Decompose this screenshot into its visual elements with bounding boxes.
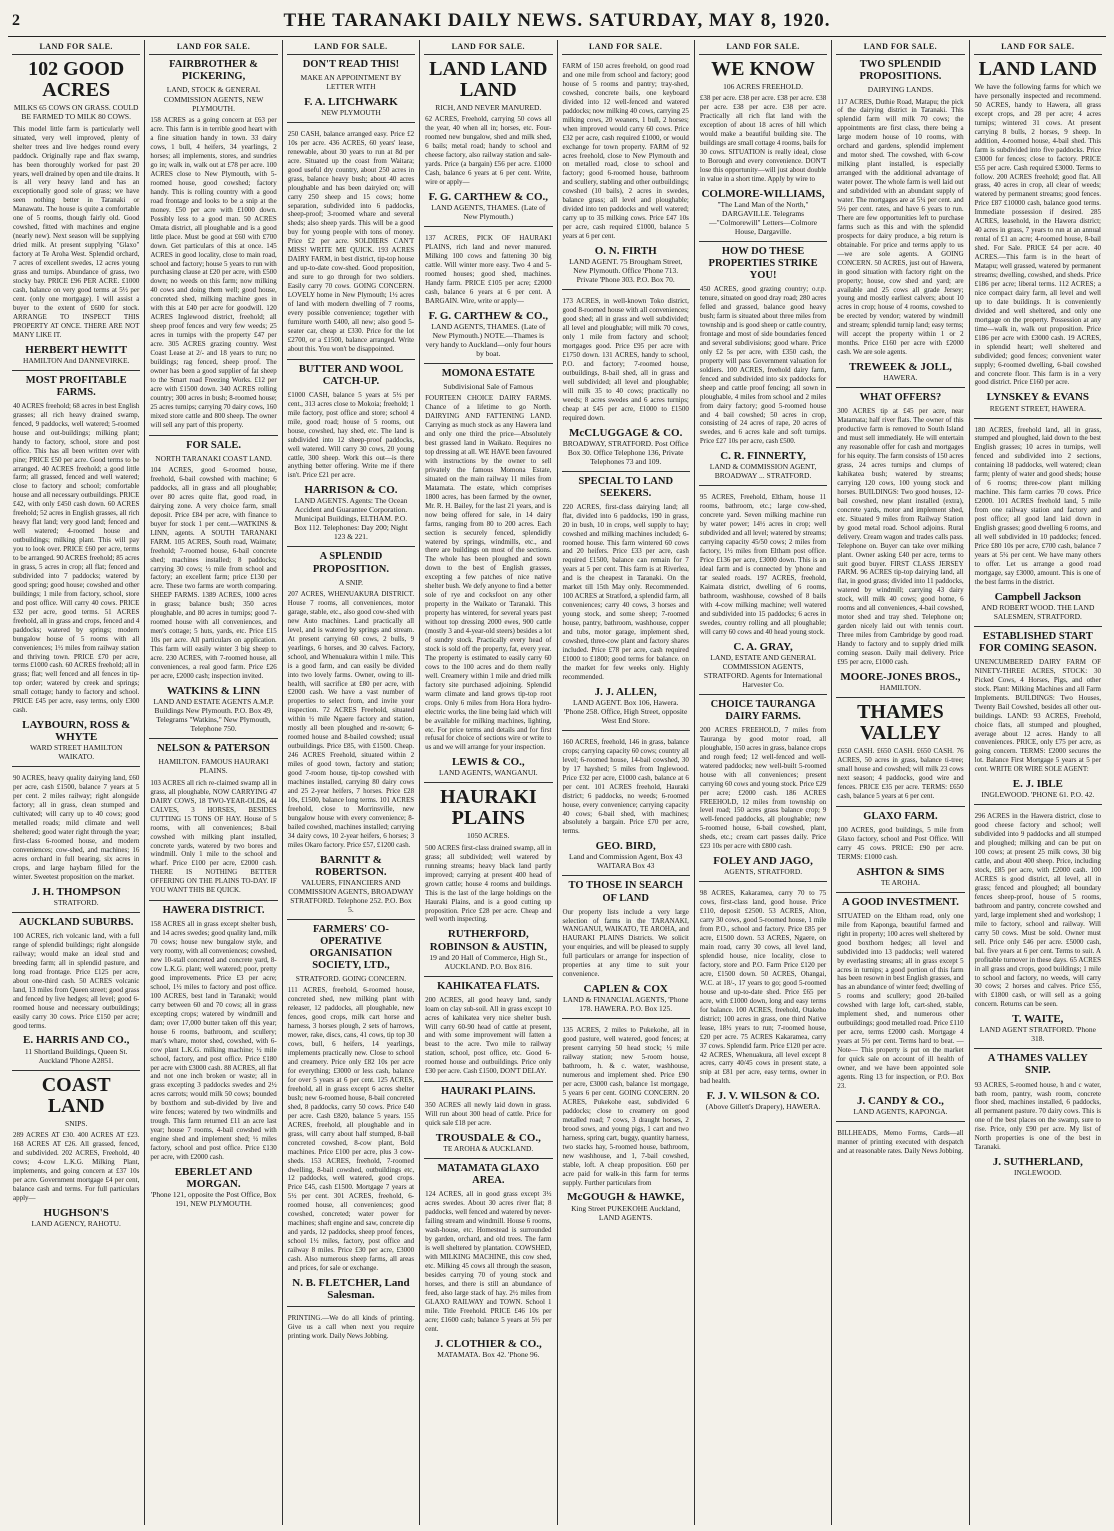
ad-body: 500 ACRES first-class drained swamp, all in grass; all subdivided; well watered by running streams; heavy black land partly improved; carrying at present 400 head of grown cattle; house 4 rooms and buildings. This is the last of the large holdings on the Hauraki Plains, and is a good cutting up proposition. Price £28 per acre. Cheap and well worth inspecting. <box>425 843 552 924</box>
ad-agent-name: Campbell Jackson <box>994 590 1082 603</box>
ad-subhead: NORTH TARANAKI COAST LAND. <box>155 453 272 463</box>
ad-agent-name: J. CLOTHIER & CO., <box>434 1337 542 1350</box>
ad-agent-name: TROUSDALE & CO., <box>435 1132 541 1145</box>
ad-subhead: Subdivisional Sale of Famous <box>443 381 534 391</box>
ad-body: £650 CASH. £650 CASH. £650 CASH. 76 ACRES, 50 acres in grass, balance ti-tree; small house and cowshed; will milk 23 cows next season; 4 paddocks, good wire and fences. PRICE £35 per acre. TERMS: £650 cash, balance 5 years at 6 per cent. <box>837 747 964 800</box>
ad-agent-details: (Above Gillett's Drapery), HAWERA. <box>705 1102 821 1112</box>
column-2 <box>145 40 282 1525</box>
classified-ad <box>836 388 964 698</box>
ad-body: 90 ACRES, heavy quality dairying land, £60 per acre, cash £1500, balance 7 years at 5 per cent. 2 miles railway; right alongside factory; all in grass, clean stumped and cultivated; will carry up to 40 cows; good metalled roads; mild climate and well sheltered; good water right through the year; first-class 6-roomed house, and modern conveniences; cow-shed, and machines; 16 acres orchard in full bearing, six acres in crops, and large haybarn filled for the winter. Sweetest proposition on the market. <box>13 774 140 881</box>
ad-body: 250 CASH, balance arranged easy. Price £2 10s per acre. 436 ACRES, 60 years' lease, renewable, about 30 years to run at 8d per acre. Situated up the coast from Waitara; good useful dry country, about 250 acres in grass, balance heavy bush; about 40 acres ploughable and has been dairyied on; will carry 250 sheep and 15 cows; home separation, subdivided into 6 paddocks, sheep-proof; 3-roomed whare and several sheds; also sheep yards. This will be a good buy for young people with tons of money. Price £2 per acre. SOLDIERS CAN'T MISS! WRITE ME QUICK. 193 ACRES DAIRY FARM, in best district, tip-top house and up-to-date cow-shed. Good proposition, and sure to go through for two soldiers. Easily carry 70 cows. GOING CONCERN. LOVELY home in New Plymouth; 1½ acres of land with modern dwelling of 7 rooms, every possible convenience; together with furniture worth £400, all new; also good 5-seater car, cheap at £330. Price for the lot £2700, or a £1500, balance arranged. Write about this. You won't be disappointed. <box>287 129 415 353</box>
column-heading: LAND FOR SALE. <box>699 40 827 55</box>
classified-ad <box>12 1071 140 1233</box>
column-heading: LAND FOR SALE. <box>562 40 690 55</box>
ad-headline: 102 GOOD ACRES <box>28 58 125 101</box>
ad-body: 117 ACRES, Duthie Road, Matapu; the pick of the dairying district in Taranaki. This splendid farm will milk 70 cows; the appointments are first class, there being a large modern house of 10 rooms, with orchard and gardens, splendid implement and motor shed. The cowshed, with 6-cow milking plant installed, is especially arranged with the additional advantage of water power. The whole farm is well laid out and subdivided with an abundant supply of water. The mortgages are at 5¼ per cent. and 5½ per cent. rates, and have 6 years to run. There are few opportunities left to purchase farms such as this and with the splendid prospects for dairy produce, a big return is obtainable. For price and terms apply to us—we are sole agents. A GOING CONCERN. 50 ACRES, just out of Hawera, in good situation with factory right on the property; house, cow shed and yard; are available and 25 cows all grade Jersey; young and mostly earliest calvers; about 10 acres in crop; house of 4 rooms, cowshed to be erected by vendor; watered by windmill and stream; splendid turnip land; easy terms; will accept the property within 1 or 2 months. Price £160 per acre with £2000 cash. We are sole agents. <box>837 97 964 357</box>
ad-body: 300 ACRES tip at £45 per acre, near Matamata; half river flats. The owner of this productive farm is removed to South Island and must sell immediately. He will entertain any reasonable offer for cash and mortgages for his equity. The farm consists of 150 acres grass, 24 acres turnips and clumps of kahikatea bush; watered by streams; carrying 120 cows, 100 young stock and horses. BUILDINGS: Two good houses, 12-bail cowshed, new plant installed (extra), concrete yards, motor and implement shed, etc. Situated 9 miles from Railway Station by good metal road. School adjoins. Rural delivery. Cream wagon and trades calls pass. Telephone on. Buyer can take over milking plant. Owner asking £40 per acre, terms to suit good buyer. FIRST CLASS JERSEY FARM. 96 ACRES tip-top dairying land, all flat, in good grass; divided into 11 paddocks, watered by windmill; carrying 43 dairy stock, will milk 40 cows; good home, 6 rooms and all conveniences, 4-bail cowshed, motor shed and tray shed. Telephone on; garden nicely laid out with tennis court. Three miles from Cambridge by good road. Handy to factory and to supply dried milk coming season. Daily mail delivery. Price £95 per acre, £1000 cash. <box>837 407 964 666</box>
classified-ad <box>424 55 552 227</box>
columns-container <box>8 40 1106 1525</box>
ad-headline: FOR SALE. <box>186 439 241 451</box>
classified-ad <box>424 783 552 976</box>
classified-ad <box>149 901 277 1213</box>
ad-body: 200 ACRES, all good heavy land, sandy loam on clay sub-soil. All in grass except 10 acres of kahikatea very nice shelter bush. Will carry 60-90 head of cattle at present, and with some improvement will fatten a beast to the acre. Two mile to railway station, school, post office, etc. Good 6-roomed house and outbuildings. Price only £30 per acre. Cash £1500, DON'T DELAY. <box>425 995 552 1076</box>
ad-body: SITUATED on the Eltham road, only one mile from Kaponga, beautiful farmed and right in property; 100 acres well sheltered by good boxthorn hedges; all level and subdivided into 13 paddocks; well watered by everlasting streams; all in grass except 5 acres in turnips; a good portion of this farm has been resown in best English grasses, and has an abundance of winter feed; dwelling of 5 rooms and scullery; good 20-bailed cowshed with large loft, cart-shed, stable, implement shed, and numerous other outbuildings; good metalled road. Price £110 per acre, terms £2000 cash. Mortgage 4 years at 5½ per cent. Terms hard to beat. —Note— This property is put on the market for quick sale on account of ill health of owner, and we have been appointed sole agents. Ring 13 for inspection, or P.O. Box 23. <box>837 911 964 1090</box>
classified-ad <box>836 807 964 893</box>
classified-ad <box>12 913 140 1071</box>
ad-body: 450 ACRES, good grazing country; o.r.p. tenure, situated on good dray road; 280 acres felled and grassed, balance good heavy bush; farm is situated about three miles from township and is good sheep or cattle country, frontage and most of side boundaries fenced and several subdivisions; good whare. Price only £2 5s per acre, with £350 cash, the property will pass Government valuation for soldiers. 100 ACRES, freehold dairy farm, fenced and subdivided into six paddocks for sheep and cattle proof fencing; all sown in ploughable, 4 miles from school and 2 miles from dairy factory; good 5-roomed house and 4 bail cowshed; 50 acres in crop, consisting of 24 acres of rape, 20 acres of swedes, and 6 acres kale and soft turnips. Price £27 10s per acre, cash £500. <box>699 285 827 446</box>
ad-headline: BUTTER AND WOOL CATCH-UP. <box>298 363 404 387</box>
ad-headline: A GOOD INVESTMENT. <box>842 896 959 908</box>
ad-body: 103 ACRES all rich re-claimed swamp all in grass, all ploughable, NOW CARRYING 47 DAIRY COWS, 18 TWO-YEAR-OLDS, 44 CALVES, 3 HORSES, BESIDES CUTTING 15 TONS OF HAY. House of 5 rooms, with all conveniences; 8-bail cowshed with milking plant installed, concrete yards, watered by two bores and windmill. Only 1 mile to the school and wharf. Price £100 per acre, £2000 cash. THERE IS NOTHING BETTER OFFERING ON THE PLAINS TO-DAY. IF YOU WANT THIS BE QUICK. <box>150 778 277 895</box>
ad-agent-details: LAND AGENTS, WANGANUI. <box>439 768 538 778</box>
ad-agent-name: F. J. V. WILSON & CO. <box>706 1090 820 1103</box>
ad-agent-details: INGLEWOOD. <box>1013 1168 1062 1178</box>
ad-agent-name: FOLEY AND JAGO, <box>713 855 813 868</box>
ad-subhead: MILKS 65 COWS ON GRASS. COULD BE FARMED TO MILK 80 COWS. <box>13 103 139 122</box>
ad-body: 111 ACRES, freehold, 6-roomed house, concreted shed, new milking plant with releaser, 12 paddocks, all ploughable, new fences, good crops, milk cart horse and harness, 3 horses plough, 2 sets of harrows, mower, rake, discs, cans, 41 cows, tip top 30 cows, bull, 6 heifers, 14 yearlings, implements practically new. Close to school and creamery. Price only £82 10s per acre for everything; £3000 or less cash, balance for over 5 years at 6 per cent. 125 ACRES, freehold, all in grass except 6 acres shelter bush; new 6-roomed house, 8-bail concreted shed, 8 paddocks, carry 50 cows. Price £40 per acre. Cash £820, balance 5 years. 155 ACRES, freehold, all ploughable and in grass, will carry about half stumped, 8-bail concreted cowshed, 8-cow plant, Bold machines. Price £100 per acre, plus 3 cow-sheds. 153 ACRES, freehold, 7-roomed dwelling, 8-bail cowshed, outbuildings etc, 12 paddocks, well watered, good crops. Price £45, cash £1500. Mortgage 7 years at 5½ per cent. 301 ACRES, freehold, 6-roomed house, all conveniences; good cowshed, concreted; water power for machines; shaft engine and saw, concrete dip and yards, 12 paddocks, sheep proof fences, school 1½ miles, factory, post office and railway 8 miles. Price £30 per acre, £3000 cash. Also numerous sheep farms, all areas and prices, for sale or exchange. <box>287 986 415 1272</box>
ad-agent-name: McGOUGH & HAWKE, <box>567 1191 685 1204</box>
ad-agent-name: E. HARRIS AND CO., <box>23 1034 130 1047</box>
ad-headline: THAMES VALLEY <box>857 701 944 745</box>
classified-ad <box>12 767 140 913</box>
ad-agent-name: TREWEEK & JOLL, <box>848 361 952 374</box>
ad-agent-details: "The Land Man of the North," DARGAVILLE. Telegrams—"Colmorewill" Letters—Colmore House, Dargaville. <box>709 200 818 236</box>
classified-ad <box>836 893 964 1122</box>
classified-ad <box>974 55 1102 419</box>
ad-agent-details: TE AROHA & AUCKLAND. <box>443 1144 534 1154</box>
ad-agent-details: LAND AGENT STRATFORD. 'Phone 318. <box>979 1025 1096 1044</box>
column-heading: LAND FOR SALE. <box>12 40 140 55</box>
ad-body: FARM of 150 acres freehold, on good road and one mile from school and factory; good house of 5 rooms and pantry; tray-shed, cowshed, concrete bails, one keyboard divided into 12 well-fenced and watered paddocks; now milking 40 cows, carrying 25 milking cows, 20 weaners, 1 bull, 2 horses; when improved would carry 60 cows. Price £32 per acre, cash required £1000, or would exchange for town property. FARM of 92 acres freehold, close to New Plymouth and on metalled road, close to school and factory; good 6-roomed house, bathroom and scullery, stabling and other outbuildings; cowshed (10 bails), 2 acres in swedes, balance grass; all level and ploughable; divided into ten paddocks and well watered; carry up to 35 milking cows. Price £47 10s per acre, cash required £1000, balance 5 years at 6 per cent. <box>562 62 689 241</box>
ad-headline: HAURAKI PLAINS <box>439 786 537 830</box>
ad-agent-details: LAND AGENT. 75 Brougham Street, New Plymouth. Office 'Phone 713. Private 'Phone 303. P.O. Box 70. <box>569 257 683 285</box>
ad-headline: COAST LAND <box>41 1073 111 1117</box>
ad-body: 173 ACRES, in well-known Toko district, good 8-roomed house with all conveniences; good shed; all in grass and well subdivided; all level and ploughable; will milk 70 cows, only 1 mile from factory and school; mortgages good. Price £95 per acre with £1750 down. 131 ACRES, handy to school, P.O. and factory; 7-roomed house, outbuildings, 8-bail shed, all in grass and well subdivided; all level and ploughable; will milk 35 to 40 cows; practically no weeds; 8 acres swedes and 6 acres turnips; cheap at £45 per acre, £1000 to £1500 required down. <box>562 297 689 422</box>
ad-body: 104 ACRES, good 6-roomed house, freehold, 6-bail cowshed with machine; 6 paddocks, all in grass and all ploughable; over 80 acres quite flat, good road, in dairying zone. A very choice farm, small deposit. Price £84 per acre, with finance to buyer for stock 1 per cent.—WATKINS & LINN, agents. A SOUTH TARANAKI FARM. 105 ACRES, South road, Waimate; freehold; 7-roomed house, 6-bail concrete shed; machines installed; 8 paddocks; carrying 30 cows; ½ mile from school and factory; an excellent farm; price £130 per acre. These two farms are worth comparing. SHEEP FARMS. 1389 ACRES, 1000 acres in grass; balance bush; 350 acres ploughable, and 80 acres in turnips; good 7-roomed house with all conveniences, and men's cottage; 5 huts, yards, etc. Price £15 10s per acre. All particulars on application. This farm will easily winter 3 big sheep to acre. 230 ACRES, with 7-roomed house, all conveniences, a real good farm. Price £26 per acre, £2000 cash; inspection invited. <box>150 466 277 680</box>
column-heading: LAND FOR SALE. <box>287 40 415 55</box>
ad-agent-name: LAYBOURN, ROSS & WHYTE <box>22 719 131 744</box>
ad-agent-details: HAMILTON And DANNEVIRKE. <box>22 355 130 365</box>
classified-ad <box>836 698 964 807</box>
ad-agent-details: LAND & FINANCIAL AGENTS, 'Phone 178. HAWERA. P.O. Box 125. <box>562 995 689 1014</box>
ad-subhead: A SNIP. <box>338 577 364 587</box>
ad-headline: CHOICE TAURANGA DAIRY FARMS. <box>710 698 816 722</box>
ad-headline: MOMONA ESTATE <box>441 367 535 379</box>
ad-agent-details: AND ROBERT WOOD. THE LAND SALESMEN, STRATFORD. <box>981 602 1095 621</box>
ad-agent-name: WATKINS & LINN <box>166 684 261 697</box>
ad-agent-name: CAPLEN & COX <box>583 983 668 996</box>
ad-body: 160 ACRES, freehold, 146 in grass, balance crops; carrying capacity 60 cows; country all level; 6-roomed house, 14-bail cowshed, 30 by 17 hayshed; 5 miles from Inglewood. Price £32 per acre, £1000 cash, balance at 6 per cent. 101 ACRES freehold, Hauraki district; 6 paddocks, no weeds; 6-roomed house, every convenience; carrying capacity 40 cows; 6-bail shed, with machines; absolutely a bargain. Price £70 per acre, terms. <box>562 737 689 836</box>
ad-agent-details: 11 Shortland Buildings, Queen St. Auckland 'Phone A2851. <box>24 1046 128 1065</box>
ad-body: 93 ACRES, 5-roomed house, h and c water, bath room, pantry, wash room, concrete floor shed, machines installed, 6 paddocks, all permanent pasture. 70 dairy cows. This is one of the best places on the swamp, sure to rise. Price, only £90 per acre. My list of North properties is one of the best in Taranaki. <box>974 1080 1101 1152</box>
ad-headline: GLAXO FARM. <box>863 810 938 822</box>
ad-agent-name: BARNITT & ROBERTSON. <box>315 853 387 878</box>
ad-headline: NELSON & PATERSON <box>157 743 270 755</box>
ad-subhead: 1050 ACRES. <box>467 831 510 841</box>
ad-agent-details: STRATFORD. <box>53 897 99 907</box>
ad-headline: MATAMATA GLAXO AREA. <box>437 1163 540 1187</box>
ad-agent-details: King Street PUKEKOHE Auckland, LAND AGENTS. <box>571 1203 681 1222</box>
ad-agent-name: COLMORE-WILLIAMS, <box>701 187 825 200</box>
ad-subhead: DAIRYING LANDS. <box>867 85 934 95</box>
ad-subhead: 106 ACRES FREEHOLD. <box>723 82 803 91</box>
ad-agent-name: MOORE-JONES BROS., <box>840 670 961 683</box>
ad-headline: SPECIAL TO LAND SEEKERS. <box>578 475 674 499</box>
classified-ad <box>424 227 552 364</box>
ad-headline: HOW DO THESE PROPERTIES STRIKE YOU! <box>708 246 818 282</box>
ad-body: 220 ACRES, first-class dairying land; all flat, divided into 6 paddocks, 190 in grass, 20 in bush, 10 in crops, well supply to hay; cowshed and milking machines included; 6-roomed house. This farm wintered 60 cows and 20 heifers. Price £33 per acre, cash required £1500, balance can remain for 7 years at 5 per cent. This farm is at Riverlea, and is the cheapest in Taranaki. On the market till 15th May only. Recommended. 100 ACRES at Stratford, a splendid farm, all conveniences; carry 40 cows, 3 horses and young stock, and some sheep; 7-roomed house, pantry, bathroom, washhouse, copper and tubs, motor garage, implement shed, cowshed, three-cow plant and factory shares included. Price £78 per acre, cash required £1000 to £1800; good terms for balance. on the market for few weeks only. Highly recommended. <box>562 502 689 681</box>
column-heading: LAND FOR SALE. <box>424 40 552 55</box>
ad-agent-details: LAND AND ESTATE AGENTS A.M.P. Buildings New Plymouth. P.O. Box 49, Telegrams "Watkins," New Plymouth, Telephone 750. <box>153 697 274 734</box>
ad-agent-details: REGENT STREET, HAWERA. <box>989 403 1086 413</box>
classified-ad <box>149 436 277 739</box>
ad-agent-details: LAND AGENTS, THAMES. (Late of New Plymouth.) <box>431 203 546 222</box>
ad-subhead: HAMILTON. FAMOUS HAURAKI PLAINS. <box>158 757 269 776</box>
classified-ad <box>974 627 1102 806</box>
classified-ad <box>287 123 415 360</box>
ad-agent-name: C. A. GRAY, <box>733 640 793 653</box>
ad-agent-name: J. CANDY & CO., <box>856 1094 944 1107</box>
classified-ad <box>699 695 827 883</box>
ad-headline: TWO SPLENDID PROPOSITIONS. <box>859 59 942 83</box>
classified-ad <box>974 1049 1102 1182</box>
ad-body: 158 ACRES as a going concern at £63 per acre. This farm is in terrible good heart with a fine situation handy in town. 33 dairy cows, 1 bull, 4 heifers, 34 yearlings, 2 horses; all implements, stores, and sundries go in; walk in, walk out at £78 per acre. 100 ACRES close to New Plymouth, with 5-roomed house, good cowshed; factory handy. This is rolling country with a good road frontage and looks to be a snip at the money. £50 per acre with £1000 down. Possibly less to a good man. 50 ACRES Omata district, all ploughable and is a good little place. Must be good at £60 with £700 down. Get particulars of this at once. 145 ACRES in good locality, close to main road, school and factory; house 5 years to run with purchasing clause at £20 per acre, with £500 down; no weeds on this farm; now milking 40 cows and doing them well; good house, concreted shed, milking machine goes in with this at £40 per acre for goodwill. 120 ACRES Inglewood district, freehold; all sheep proof fences and very few weeds; 25 acres in turnips with the property £47 per acre. 305 ACRES grazing country. West Coast Lease at 2/- and 18 years to run; no buildings; rag fenced, sheep proof. The owner has been a good supplier of fat sheep to the Smart road Freezing Works. £12 per acre with £1500 down. 340 ACRES rolling country; 300 acres in bush; 8-roomed house; 25 acres turnips; carrying 70 dairy cows, 160 mixed store cattle and 800 sheep. The owner will sell any part of this property. <box>150 116 277 429</box>
classified-ad <box>836 1122 964 1161</box>
column-6 <box>695 40 832 1525</box>
classified-ad <box>287 1307 415 1346</box>
ad-agent-details: TE AROHA. <box>880 877 921 887</box>
ad-headline: WHAT OFFERS? <box>859 392 942 404</box>
column-4 <box>420 40 557 1525</box>
ad-agent-details: LAND & COMMISSION AGENT, BROADWAY ... STRATFORD. <box>709 462 817 481</box>
classified-ad <box>562 290 690 471</box>
column-1 <box>8 40 145 1525</box>
ad-headline: A THAMES VALLEY SNIP. <box>987 1053 1088 1077</box>
ad-headline: MOST PROFITABLE FARMS. <box>25 374 127 398</box>
classified-ad <box>836 55 964 388</box>
ad-headline: A SPLENDID PROPOSITION. <box>312 551 389 575</box>
ad-agent-details: LAND AGENTS, KAPONGA. <box>853 1106 948 1116</box>
column-3 <box>283 40 420 1525</box>
ad-headline: FARMERS' CO-OPERATIVE ORGANISATION SOCIETY, LTD., <box>309 923 393 971</box>
ad-body: PRINTING.—We do all kinds of printing. Give us a call when next you require printing work. Daily News Jobbing. <box>287 1314 415 1341</box>
ad-agent-details: 19 and 20 Hall of Commerce, High St., AUCKLAND. P.O. Box 816. <box>429 952 548 971</box>
classified-ad <box>424 977 552 1083</box>
ad-body: £38 per acre. £38 per acre. £38 per acre. £38 per acre. £38 per acre. £38 per acre. Practically all rich flat land with the exception of about 18 acres of hill which would make a beautiful building site. The buildings are small cottage 4 rooms, bails for 30 cows. SITUATION is really ideal, close to Borough and every convenience. DON'T lose this opportunity—will just about double in value in a short time. Apply by wire to <box>699 94 827 183</box>
ad-agent-details: BROADWAY, STRATFORD. Post Office Box 30. Office Telephone 136, Private Telephones 73 and 109. <box>562 438 689 466</box>
ad-body: 350 ACRES all newly laid down in grass. Will run about 300 head of cattle. Price for quick sale £18 per acre. <box>425 1101 552 1128</box>
ad-body: 180 ACRES, freehold land, all in grass, stumped and ploughed, laid down to the best English grasses; 10 acres in turnips, well fenced and subdivided into 2 sections, containing 18 paddocks, well watered; clean farm; plenty of water and good sheds; house of 6 rooms; three-cow plant milking machine. This farm carries 70 cows. Price £2000. 101 ACRES freehold land, 5 mile from one railway station and factory and post office; all good land laid down in English grasses; good dwelling 6 rooms, and all well subdivided in 10 paddocks; fenced. Price £80 10s per acre, £700 cash, balance 7 years at 5¼ per cent. We have many others to offer. Let us arrange a good road mortgage, say £3000, amount. This is one of the best farms in the district. <box>974 425 1101 586</box>
ad-body: BILLHEADS, Memo Forms, Cards—all manner of printing executed with despatch and at reasonable rates. Daily News Jobbing. <box>837 1128 964 1155</box>
classified-ad <box>287 55 415 123</box>
ad-agent-details: NEW PLYMOUTH <box>321 107 381 117</box>
ad-agent-name: McCLUGGAGE & CO. <box>569 426 683 439</box>
classified-ad <box>287 920 415 1307</box>
ad-body: Our property lists include a very large selection of farms in the TARANAKI, WANGANUI, WAIKATO, TE AROHA, and HAURAKI PLAINS Districts. We solicit your enquiries, and will be pleased to supply full particulars or arrange for inspection of properties at any time to suit your convenience. <box>562 907 689 979</box>
ad-agent-details: LAND AGENT. Box 106, Hawera. 'Phone 258. Office, High Street, opposite West End Store. <box>564 697 688 725</box>
ad-body: 207 ACRES, WHENUAKURA DISTRICT. House 7 rooms, all conveniences, motor garage, stable, etc., also good cow-shed with new Auto machines. Land practically all level, and is watered by springs and stream. At present carrying 60 cows, 2 bulls, 9 yearlings, 6 horses, and 30 calves. Factory, school, and Whenuakura within 1 mile. This is a good farm, and can easily be divided into two lovely farms. Owner, owing to ill-health, will sacrifice at £80 per acre, with £2000 cash. We have a vast number of properties to select from, and invite your inspection. 72 ACRES Freehold, situated within ½ mile Ngaere factory and station, mostly all been ploughed and re-sown; 6-roomed house and 8-bailed cowshed; usual outbuildings. Price £85, with £1500. Cheap. 246 ACRES Freehold, situated within 2 miles of good town, factory and station; good 7-room house, tip-top cowshed with machines installed, carrying 80 dairy cows and 25 2-year heifers, 7 horses. Price £28 10s, £1500, balance long terms. 101 ACRES freehold, close to Morrinsville, new bungalow house with every convenience; 8-bailed cowshed, machines installed; carrying 34 dairy cows, 10 2-year heifers, 6 horses; 3 miles Okaro factory. Price £57, £1200 cash. <box>287 589 415 849</box>
ad-agent-name: F. G. CARTHEW & CO., <box>428 191 549 203</box>
ad-agent-details: HAMILTON. <box>879 683 921 693</box>
column-5 <box>558 40 695 1525</box>
column-heading: LAND FOR SALE. <box>836 40 964 55</box>
ad-body: 98 ACRES, Kakaramea, carry 70 to 75 cows, first-class land, good house. Price £110, deposit £2500. 53 ACRES, Alton, carry 30 cows, good 5-roomed house, 1 mile from P.O., school and factory. Price £85 per acre, £1500 down. 53 ACRES, Ngaere, on main road, carry 30 cows, all level land, splendid house, nice locality, close to factory, store and P.O. Farm Price £120 per acre, £1500 down. 50 ACRES, Ohangai, W.C. at 18/-, 17 years to go; good 5-roomed house and up-to-date shed. Price £65 per acre, with £1000 down, long and easy terms for balance. 100 ACRES, freehold, Otakeho district; 100 acres in grass, one third Native lease, 18½ years to run; 7-roomed house, £20 per acre. 75 ACRES Kakaramea, carry 37 cows. Splendid farm. Price £120 per acre. 42 ACRES, Whenuakura, all level except 8 acres, carry 40/45 cows in present state, a snip at £81 per acre, easy terms, owner in bad health. <box>699 889 827 1086</box>
ad-agent-details: LAND AGENCY, RAHOTU. <box>31 1218 121 1228</box>
ad-agent-details: LAND AGENTS. Agents: The Ocean Accident and Guarantee Corporation. Municipal Buildings, ELTHAM. P.O. Box 112. Telephones: Day 200; Night 123 & 221. <box>294 496 408 542</box>
ad-agent-details: Land and Commission Agent, Box 43 WAITARA Box 43 <box>569 852 683 871</box>
ad-agent-name: HUGHSON'S <box>43 1206 109 1219</box>
ad-body: 62 ACRES, Freehold, carrying 50 cows all the year, 40 when all in; horses, etc. Four-roomed new bungalow, shed and milk shed, 6 bails; metal road; handy to school and cheese factory, also railway station and sale-yards. Price (a bargain) £56 per acre. £1000 Cash, balance 6 years at 6 per cent. Write, wire or apply— <box>425 115 552 187</box>
ad-agent-details: WARD STREET HAMILTON WAIKATO. <box>30 743 123 762</box>
ad-subhead: RICH, AND NEVER MANURED. <box>435 103 542 112</box>
ad-headline: HAURAKI PLAINS. <box>441 1086 536 1098</box>
ad-headline: TO THOSE IN SEARCH OF LAND <box>568 880 683 904</box>
ad-body: 100 ACRES, good buildings, 5 mile from Glaxo factory, school and Post Office. Will carry 45 cows. PRICE: £90 per acre. TERMS: £1000 cash. <box>837 825 964 861</box>
classified-ad <box>699 486 827 694</box>
ad-agent-name: HARRISON & CO. <box>304 484 398 497</box>
classified-ad <box>424 1082 552 1159</box>
ad-agent-details: VALUERS, FINANCIERS AND COMMISSION AGENTS, BROADWAY STRATFORD. Telephone 252. P.O. Box 5. <box>288 877 414 914</box>
ad-body: 135 ACRES, 2 miles to Pukekohe, all in good pasture, well watered, good fences; at present carrying 50 head stock; ½ mile railway station; new 5-room house, bathroom, h. & c. water, washhouse, numerous and implement shed. Price £90 per acre, £3000 cash, balance 1st mortgage, 5 years 6 per cent. GOING CONCERN. 20 ACRES, Pukekohe east, subdivided 6 paddocks; close to creamery on good metalled road; 7 cows, 3 draught horses, 2 brood sows, and young pigs, 1 cart and two harness, spring cart, buggy, quantity harness, two stacks hay, 5-roomed house, bathroom, new washhouse, and 1, 7-bail cowshed, stable, loft. A cheap proposition. £60 per acre paid for walk-in this farm for terms supply. Further particulars from <box>562 1026 689 1187</box>
classified-ad <box>424 364 552 784</box>
ad-body: This model little farm is particularly well situated, very well improved, plenty of shelter trees and live hedges round every paddock. Originally rape and flax swamp, has been thoroughly worked for past 20 years, well drained by open and tile drains. It is all very heavy land and has an exceptionally good sole of grass; we have seen nothing better in Taranaki or Manawatu. The house is quite a comfortable one of 5 rooms, though fairly old. Good cowshed, fitted with machines and engine (nearly new). Next season will be supplying dried milk. At present supplying "Glaxo" factory at Te Aroha West. Splendid orchard, 7 acres of excellent swedes, 12 acres young grass and turnips. Abundance of grass, two stocky bay. PRICE £96 PER ACRE. £1000 cash, balance on very good terms at 5½ per cent. (only one mortgage). I will assist a buyer to the extent of £600 for stock. ARRANGE TO INSPECT THIS PROPERTY AT ONCE. THERE ARE NOT MANY LIKE IT. <box>13 124 140 339</box>
ad-headline: AUCKLAND SUBURBS. <box>19 916 134 928</box>
ad-agent-name: N. B. FLETCHER, Land Salesman. <box>292 1276 410 1302</box>
ad-subhead: SNIPS. <box>65 1118 88 1128</box>
ad-agent-name: LYNSKEY & EVANS <box>986 391 1089 404</box>
ad-agent-name: F. A. LITCHWARK <box>304 95 398 108</box>
masthead <box>8 6 1106 37</box>
ad-agent-name: F. G. CARTHEW & CO., <box>428 309 549 322</box>
ad-headline: ESTABLISHED START FOR COMING SEASON. <box>979 630 1097 654</box>
ad-headline: HAWERA DISTRICT. <box>162 905 265 917</box>
ad-agent-details: LAND, ESTATE AND GENERAL COMMISSION AGENTS, STRATFORD. Agents for International Harvester Co. <box>703 652 823 689</box>
ad-body: 289 ACRES AT £30. 400 ACRES AT £23. 168 ACRES AT £26. All grassed, fenced, and subdivided. 202 ACRES, Freehold, 40 cows; 4-cow L.K.G. Milking Plant, implements, and going concern at £37 10s per acre. Government mortgage £4 per cent, balance cash and terms. For full particulars apply— <box>13 1130 140 1202</box>
ad-body: FOURTEEN CHOICE DAIRY FARMS. Chance of a lifetime to go North. DAIRYING AND FATTENING LAND. Carrying as much stock as any Hawera land and only one third the price—Absolutely best grassed land in Waikato. Requires no top dressing at all. WE HAVE been favoured with instructions by the owner to sell privately the famous Momona Estate, situated on the main railway 11 miles from Matamata. The estate, which comprises 1800 acres, has been farmed by the owner, Mr. R. H. Bailey, for the last 21 years, and is now being offered for sale, in 14 dairy farms, ranging from 80 to 200 acres. Each section is securely fenced, splendidly watered by springs, windmills, etc., and there are buildings on most of the sections. The whole has been ploughed and sown down to the best of English grasses, excepting a few patches of nice native shelter bush. We defy anyone to find a better sole of rye and cocksfoot on any other property in the Waikato or Taranaki. This property has wintered, for several years past without top dressing 2000 ewes, 900 cattle (mostly 3 and 4-year-old steers) besides a lot of sundry stock. Practically every head of stock is sold off the property, fat, every year. The property is estimated to easily carry 60 cows to the 100 acres and do them really well. Creamery within 1 mile and dried milk factory site purchased adjoining. Splendid warm climate and land grows tip-top root crops. Only 6 miles from Hora Hora hydro-electric works, the line being laid which will be available for milking machines, lighting, etc. For price terms and details and for first refusal for choice of sections wire or write to us and we will arrange for your inspection. <box>425 394 552 752</box>
ad-agent-name: C. R. FINNERTY, <box>720 450 806 463</box>
ad-body: 95 ACRES, Freehold, Eltham, house 11 rooms, bathroom, etc.; large cow-shed, concrete yard. Seven milking machine run by water power; 14½ acres in crop; well subdivided and all level; watered by streams; carrying capacity 45/50 cows; 2 miles from factory, 1½ miles from Eltham post office. Price £136 per acre, £3000 down. This is an ideal farm and is connected by 'phone and tar sealed roads. 197 ACRES, freehold, Kaimata district, dwelling of 6 rooms, bathroom, washhouse, cowshed of 8 bails with 4-cow milking machine; well watered and subdivided into 15 paddocks; 6 acres in swedes, country rolling and all ploughable; will carry 60 cows and 40 head young stock. <box>699 493 827 636</box>
ad-agent-name: T. WAITE, <box>1012 1013 1064 1026</box>
ad-agent-name: RUTHERFORD, ROBINSON & AUSTIN, <box>429 928 547 953</box>
classified-ad <box>974 419 1102 627</box>
ad-agent-details: 'Phone 121, opposite the Post Office, Box 191, NEW PLYMOUTH. <box>150 1190 277 1209</box>
classified-ad <box>287 547 415 919</box>
classified-ad <box>12 55 140 371</box>
classified-ad <box>699 882 827 1116</box>
classified-ad <box>699 242 827 486</box>
ad-headline: WE KNOW <box>711 58 816 80</box>
classified-ad <box>562 55 690 290</box>
ad-body: 100 ACRES, rich volcanic land, with a full range of splendid buildings; right alongside railway; would make an ideal stud and breeding farm; all in splendid pasture, and long road frontage. Price £125 per acre, about one-third cash. 50 ACRES volcanic land, 13 miles from Queen street; good grass and fenced by live hedges; all level; good 6-roomed house and necessary outbuildings; easily carry 30 cows. Price £150 per acre; good terms. <box>13 931 140 1030</box>
ad-agent-details: HAWERA. <box>883 373 918 383</box>
column-8 <box>970 40 1106 1525</box>
ad-subhead: LAND, STOCK & GENERAL COMMISSION AGENTS, NEW PLYMOUTH. <box>163 85 264 113</box>
ad-body: 124 ACRES, all in good grass except 3½ acres swedes. About 30 acres river flat; 8 paddocks, well fenced and watered by never-failing stream and windmill. House 6 rooms, wash-house, etc. Homestead is surrounded by garden, orchard, and old trees. The farm is well sheltered by plantation. COWSHED, with MILKING MACHINE, this cow shed, etc. Milking 45 cows all through the season, besides carrying 70 of young stock and horses, and there is still an abundance of feed, also large stack of hay. 2½ miles from GLAXO RAILWAY and TOWN. School 1 mile. Title Freehold. PRICE £46 10s per acre; £1600 cash; balance 5 years at 5½ per cent. <box>425 1190 552 1333</box>
ad-headline: LAND LAND <box>978 58 1097 80</box>
ad-body: 158 ACRES all in grass except shelter bush, and 14 acres swedes; good quality land, milk 70 cows; house new bungalow style, and very roomy, with all conveniences; cowshed, new 10-stall concreted and concrete yard, 8-cow L.K.G. plant; well watered; poor, pretty good improvements. Price £3 per acre; school, 1½ miles to factory and post office. 100 ACRES, best land in Taranaki; would carry between 60 and 70 cows; all in grass excepting crops; watered by windmill and dam; over 17,000 butter taken off this year; house 6 rooms, bathroom, and scullery; man's whare, motor shed, cowshed, with 6-cow plant L.K.G. milking machine; ½ mile school, factory, and post office. Price £180 per acre with £3000 cash. 88 ACRES, all flat and not one inch broken or waste; all in grass excepting 3 paddocks swedes and 2½ acres carrots; would milk 50 cows; bounded by boxthorn and sub-divided by live and wire fences; watered by two windmills and trough. This farm returned £11 an acre last year; house 7 rooms, 4-bail cowshed with engine shed and implement shed; ½ miles factory, school and post office. Price £130 per acre, with £2000 cash. <box>150 920 277 1162</box>
classified-ad <box>974 805 1102 1049</box>
ad-agent-name: EBERLET AND MORGAN. <box>174 1166 253 1191</box>
classified-ad <box>12 371 140 768</box>
page-number: 2 <box>12 12 20 29</box>
ad-agent-details: AGENTS, STRATFORD. <box>723 867 803 877</box>
column-7 <box>832 40 969 1525</box>
classified-ad <box>699 55 827 242</box>
ad-body: 200 ACRES FREEHOLD, 7 miles from Tauranga by good motor road, all ploughable, 150 acres in grass, balance crops and rough feed; 12 well-fenced and well-watered paddocks; new well-built 5-roomed house with all conveniences; present carrying 60 cows and young stock. Price £29 per acre; £2000 cash. 186 ACRES FREEHOLD, 12 miles from township on level road; 150 acres grass balance crop; 9 well-fenced paddocks, all ploughable; new 5-roomed house, 6-bail cowshed, plant, sheds, etc.; cream cart passes daily. Price £23 10s per acre with £800 cash. <box>699 725 827 851</box>
ad-agent-name: HERBERT HEWITT <box>25 343 128 356</box>
classified-ad <box>562 472 690 731</box>
ad-body: 40 ACRES freehold; 68 acres in best English grasses; all rich heavy drained swamp, fenced, 9 paddocks, well watered; 5-roomed house and out-buildings; milking plant; handy to factory, school, store and post office. This has all been written over with pine; PRICE £50 per acre. Good terms to be arranged. 40 ACRES freehold; a good little farm; all grassed, fenced and well watered; close to factory and school; comfortable house and all necessary outbuildings. PRICE £42, with only £450 cash down. 60 ACRES freehold; 52 acres in English grasses, all rich heavy flat land; very good land; fenced and well watered; 4-roomed house and outbuildings; milking plant. This will pay you to look over. PRICE £60 per acre, terms to be arranged. 90 ACRES freehold; 85 acres in grass, 5 acres in crop; all flat; fenced and subdivided into 7 paddocks; watered by good spring; good house; cowshed and other buildings; 1 mile from factory, school, store and post office. Will carry 40 cows. PRICE £32 per acre, good terms. 51 ACRES freehold, all in grass and crops, fenced and 4 paddocks; watered by springs; modern bungalow house of 5 rooms with all conveniences; 1½ miles from railway station and thriving town. PRICE £70 per acre, terms £1000 cash. 60 ACRES freehold; all in grass; flat; well fenced and all fences in tip-top order; watered by creek and springs; small cottage; handy to factory and school. PRICE £45 per acre, easy terms, only £300 cash. <box>13 401 140 715</box>
ad-agent-name: J. SUTHERLAND, <box>992 1156 1083 1169</box>
column-heading: LAND FOR SALE. <box>974 40 1102 55</box>
classified-ad <box>562 731 690 877</box>
ad-agent-name: J. H. THOMPSON <box>31 885 121 898</box>
column-heading: LAND FOR SALE. <box>149 40 277 55</box>
classified-ad <box>149 739 277 901</box>
ad-agent-details: MATAMATA. Box 42. 'Phone 96. <box>437 1349 540 1359</box>
classified-ad <box>149 55 277 436</box>
ad-body: 137 ACRES, PICK OF HAURAKI PLAINS, rich land and never manured. Milking 100 cows and fattening 30 big cattle. Will winter more easy. Two 4 and 5-roomed houses; good shed, machines. Handy farm. PRICE £105 per acre; £2000 cash, balance 6 years at 6 per cent. A BARGAIN. Wire, write or apply— <box>425 234 552 305</box>
ad-body: 296 ACRES in the Hawera district, close to good cheese factory and school; well subdivided into 9 paddocks and all stumped and ploughed; milking and can be put on 100 cows; at present 25 milk cows, 30 big cattle, and about 400 sheep. Price, including stock, £85 per acre, with £2000 cash. 100 ACRES is good district, all level, all in grass; fenced and ploughed; all boundary fences sheep-proof, house of 5 rooms, bathroom and pantry, concrete cowshed and yard, large implement shed and workshop; 1 mile to factory, school and railway. Will carry 50 cows. Must be sold. Owner must sell. Price only £46 per acre. £5000 cash, bal. five years at 6 per cent. Terms to suit. A profitable turnover in these days. 65 ACRES in all grass and crops, good buildings; 1 mile to school and factory, no weeds, will carry 30 cows; 2 horses and calves. Price £55, with £1800 cash, or will sell as a going concern. Returns can be seen. <box>974 812 1101 1009</box>
ad-agent-details: INGLEWOOD. 'PHONE 61. P.O. 42. <box>981 790 1095 800</box>
ad-subhead: MAKE AN APPOINTMENT BY LETTER WITH <box>300 73 402 92</box>
classified-ad <box>562 1019 690 1226</box>
ad-headline: DON'T READ THIS! <box>302 59 400 70</box>
ad-headline: LAND LAND LAND <box>429 58 548 101</box>
ad-agent-name: GEO. BIRD, <box>595 840 656 853</box>
ad-agent-details: LAND AGENTS, THAMES. (Late of New Plymouth.) NOTE.—Thames is very handy to Auckland—only four hours by boat. <box>425 321 552 358</box>
ad-body: £1000 CASH, balance 5 years at 5½ per cent., 313 acres close to Mokoia; freehold; 1 mile factory, post office and store; school 4 mile, good road; house of 5 rooms, out house, cowshed, hay shed, etc. The land is subdivided into 12 sheep-proof paddocks, well watered. Will carry 30 cows, 20 young cattle, 300 sheep. Work this out—is there anything better offering. Write me if there isn't. Price £21 per acre. <box>287 390 415 480</box>
classified-ad <box>424 1159 552 1363</box>
ad-body: UNENCUMBERED DAIRY FARM OF NINETY-THREE ACRES, STOCK: 30 Picked Cows, 4 Horses, Pigs, and other stock. Plant: Milking Machines and all Farm Implements. BUILDINGS: Two Houses, Twenty Bail Cowshed, besides all other out-buildings. LAND: 93 ACRES, Freehold, choice flats, all stumped and ploughed, average about 12 acres. Handy to all conveniences. PRICE, only £75 per acre, as going concern. TERMS: £2000 secures the lot. Balance First Mortgage 5 years at 5 per cent. WRITE OR WIRE SOLE AGENT: <box>974 657 1101 774</box>
ad-agent-name: J. J. ALLEN, <box>594 685 657 698</box>
ad-agent-name: LEWIS & CO., <box>451 756 525 769</box>
ad-headline: FAIRBROTHER & PICKERING, <box>169 59 258 83</box>
ad-agent-name: O. N. FIRTH <box>594 245 657 258</box>
newspaper-title: THE TARANAKI DAILY NEWS. SATURDAY, MAY 8, 1920. <box>283 10 831 31</box>
ad-agent-name: E. J. IBLE <box>1012 778 1063 791</box>
ad-subhead: STRATFORD. GOING CONCERN. <box>295 974 407 984</box>
classified-ad <box>562 876 690 1019</box>
ad-body: We have the following farms for which we have personally inspected and recommend. 50 ACRES, handy to Hawera, all grass except crops, and 28 per acre; 4 acres turnips; wintered 31 cows. At present carrying 8 bulls, 2 horses, 9 sheep. In addition, 4-roomed house, 4-bail shed. This farm is subdivided into five paddocks. Price £3000 for fences; close to factory. PRICE £55 per acre. Cash required £3000. Terms to follow. 200 ACRES freehold; good flat. All grass, 40 acres in crop, all clear of weeds; watered by permanent streams; good fences. Price £87 £10000 cash, balance good terms. Immediate possession if desired. 285 ACRES, leasehold, in the Hawera district; 40 acres in grass, 7 years to run at an annual rental of £1 an acre; 4-roomed house, 8-bail shed. For Sale. PRICE £4 per acre. 40 ACRES.—This farm is in the heart of Matapu; well grassed, watered by permanent streams; dwelling, cowshed, and sheds. Price £186 per acre; liberal terms. 112 ACRES; a nice compact dairy farm, all level and well up to date buildings. It is conveniently divided and well sheltered, and only one mortgage on the property. Possession at any time—walk in, walk out proposition. Price £186 per acre with £3000 cash. 19 ACRES, in splendid heart; well sheltered and subdivided; good fences; convenient water supply; 6-roomed dwelling, 6-bail cowshed and concrete floor. This farm is in a very good district. Price £160 per acre. <box>974 83 1101 387</box>
ad-headline: KAHIKATEA FLATS. <box>437 980 540 992</box>
classified-ad <box>287 360 415 548</box>
ad-agent-name: ASHTON & SIMS <box>856 865 945 878</box>
